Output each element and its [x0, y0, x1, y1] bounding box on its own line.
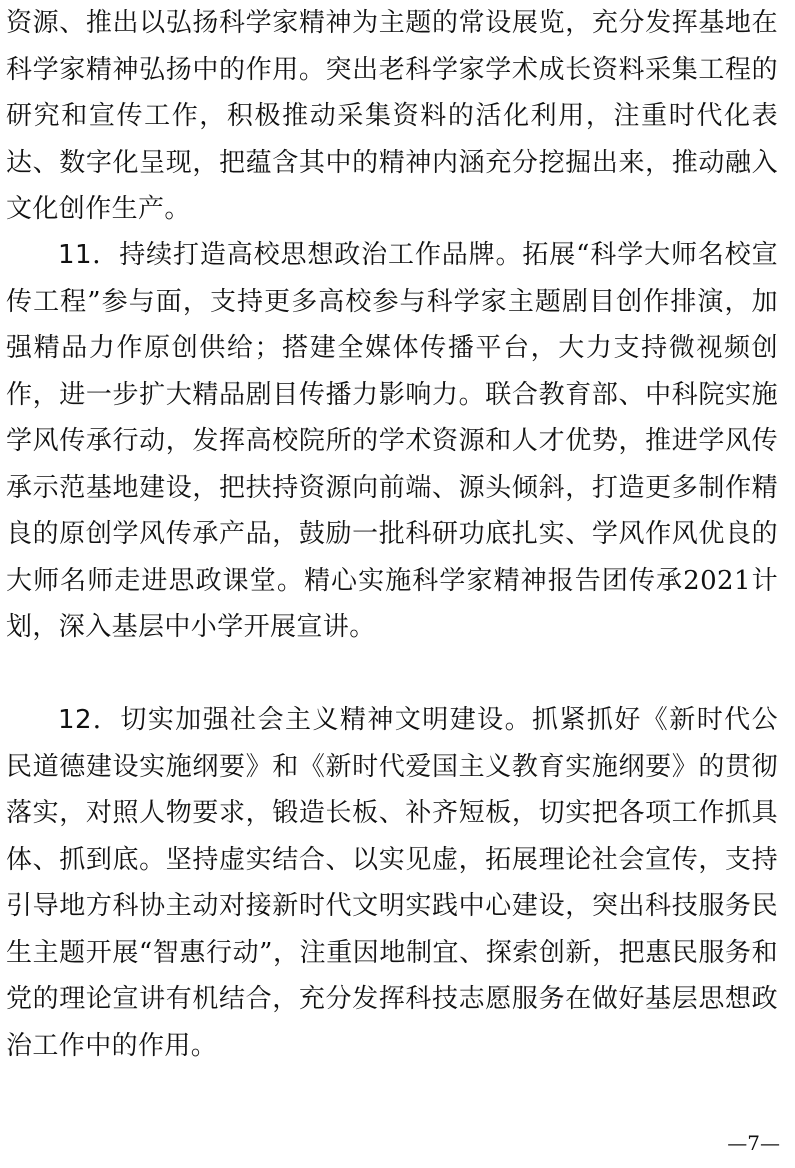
paragraph-heading: 12．切实加强社会主义精神文明建设。: [58, 705, 533, 735]
paragraph-item-12: [6, 697, 778, 1115]
paragraph-text: 拓展“科学大师名校宣传工程”参与面，支持更多高校参与科学家主题剧目创作排演，加强精品力作原创供给；搭建全媒体传播平台，大力支持微视频创作，进一步扩大精品剧目传播力影响力。联合教育部、中科院实施学风传承行动，发挥高校院所的学术资源和人才优势，推进学风传承示范基地建设，把扶持资源向前端、源头倾斜，打造更多制作精良的原创学风传承产品，鼓励一批科研功底扎实、学风作风优良的大师名师走进思政课堂。精心实施科学家精神报告团传承2021计划，深入基层中小学开展宣讲。: [6, 240, 778, 642]
page-number: —7—: [727, 1131, 780, 1155]
paragraph-text: 抓紧抓好《新时代公民道德建设实施纲要》和《新时代爱国主义教育实施纲要》的贯彻落实，对照人物要求，锻造长板、补齐短板，切实把各项工作抓具体、抓到底。坚持虚实结合、以实见虚，拓展理论社会宣传，支持引导地方科协主动对接新时代文明实践中心建设，突出科技服务民生主题开展“智惠行动”，注重因地制宜、探索创新，把惠民服务和党的理论宣讲有机结合，充分发挥科技志愿服务在做好基层思想政治工作中的作用。: [6, 705, 778, 1061]
paragraph-item-11: [6, 232, 778, 697]
paragraph-text: 资源、推出以弘扬科学家精神为主题的常设展览，充分发挥基地在科学家精神弘扬中的作用。突出老科学家学术成长资料采集工程的研究和宣传工作，积极推动采集资料的活化利用，注重时代化表达、数字化呈现，把蕴含其中的精神内涵充分挖掘出来，推动融入文化创作生产。: [6, 8, 778, 224]
paragraph-heading: 11．持续打造高校思想政治工作品牌。: [58, 240, 523, 270]
paragraph-continuation: [6, 0, 778, 234]
